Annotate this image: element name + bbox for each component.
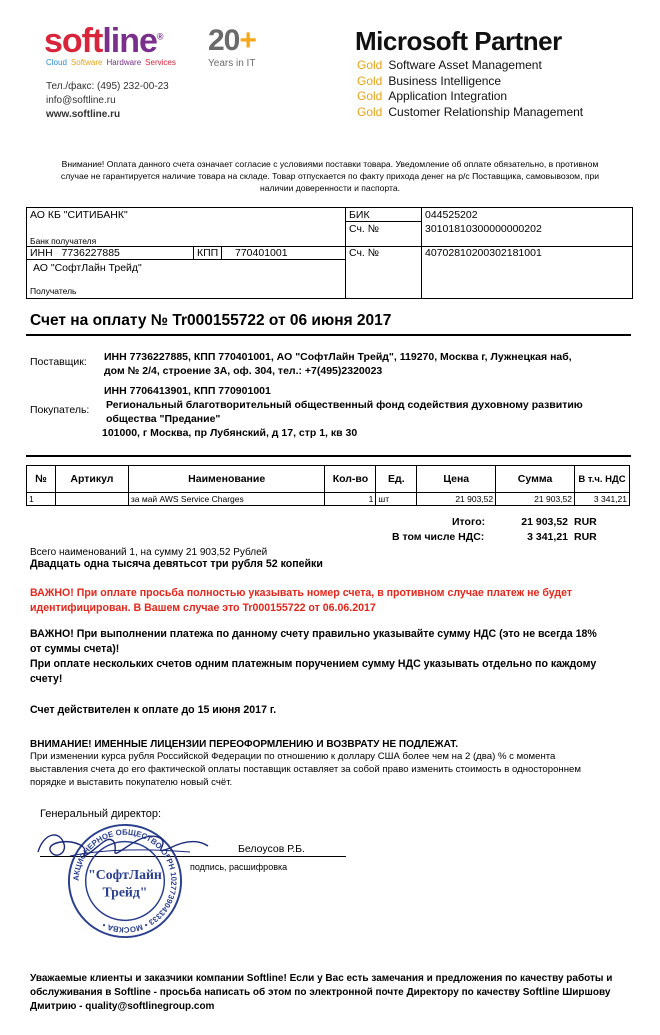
stamp-center-line: "СофтЛайн (88, 867, 162, 883)
buyer-info (104, 384, 583, 440)
competency-item (357, 58, 583, 74)
signature-caption: подпись, расшифровка (190, 862, 288, 872)
parties-divider (26, 455, 631, 457)
kpp-label: КПП (197, 247, 219, 259)
contacts (46, 80, 169, 122)
quality-footer (30, 972, 612, 1014)
cell-article (55, 493, 128, 506)
payment-notice: Внимание! Оплата данного счета означает согласие с условиями поставки товара. Уведомление об оплате обязательно, в противном случае не гарантируется наличие товара на складе. Товар отпускается по факту прихода денег на р/с Поставщика, самовывозом, при наличии доверенности и паспорта. (60, 159, 600, 193)
total-label: Итого: (452, 516, 486, 528)
footer-line: Дмитрию - quality@softlinegroup.com (30, 1001, 215, 1012)
tag-software: Software (70, 58, 103, 67)
important-line: от суммы счета)! (30, 643, 120, 655)
bank-details-table (26, 207, 633, 299)
competency-item (357, 105, 583, 121)
competency-name: Business Intelligence (388, 73, 502, 88)
account-value: 40702810200302181001 (425, 247, 542, 259)
cell-sum: 21 903,52 (496, 493, 575, 506)
col-name: Наименование (128, 466, 325, 493)
amount-in-words: Двадцать одна тысяча девятьсот три рубля 52 копейки (30, 558, 323, 570)
items-table (26, 465, 630, 506)
cell-unit: шт (376, 493, 417, 506)
logo-soft: soft (44, 22, 103, 60)
recipient-name: АО "СофтЛайн Трейд" (33, 262, 142, 274)
important-line: ВАЖНО! При оплате просьба полностью указывать номер счета, в противном случае платеж не будет (30, 587, 573, 599)
supplier-label: Поставщик: (30, 356, 87, 368)
softline-logo (44, 22, 163, 61)
inn-value: 7736227885 (61, 247, 120, 259)
vat-label: В том числе НДС: (392, 531, 485, 543)
important-line: счету! (30, 673, 63, 685)
licenses-line: При изменении курса рубля Российской Федерации по отношению к доллару США более чем на 2 (два) % с момента (30, 751, 556, 762)
competency-level: Gold (357, 104, 383, 119)
kpp-value: 770401001 (235, 247, 288, 259)
logo-tagline (46, 58, 180, 67)
bik-value: 044525202 (425, 209, 478, 221)
competency-level: Gold (357, 58, 383, 72)
buyer-line: Региональный благотворительный общественный фонд содействия духовному развитию (106, 399, 583, 411)
cell-vat: 3 341,21 (575, 493, 630, 506)
logo-line: line (102, 22, 157, 60)
competency-list (357, 58, 583, 120)
director-name: Белоусов Р.Б. (238, 843, 305, 855)
important-line: При оплате нескольких счетов одним платежным поручением сумму НДС указывать отдельно по каждому (30, 658, 597, 670)
footer-line: Уважаемые клиенты и заказчики компании Softline! Если у Вас есть замечания и предложения по качеству работы и (30, 973, 613, 984)
table-header-row (27, 466, 630, 493)
website: www.softline.ru (46, 109, 121, 120)
competency-name: Software Asset Management (388, 58, 542, 72)
col-sum: Сумма (496, 466, 575, 493)
years-label: Years in IT (208, 58, 256, 69)
competency-name: Customer Relationship Management (388, 104, 584, 119)
total-value: 21 903,52 (521, 516, 568, 528)
licenses-title: ВНИМАНИЕ! ИМЕННЫЕ ЛИЦЕНЗИИ ПЕРЕОФОРМЛЕНИЮ И ВОЗВРАТУ НЕ ПОДЛЕЖАТ. (30, 739, 459, 750)
email: info@softline.ru (46, 95, 116, 106)
account-label: Сч. № (349, 247, 380, 259)
partner-title: Microsoft Partner (355, 26, 562, 56)
handwritten-signature (30, 820, 230, 870)
tag-services: Services (145, 58, 176, 67)
licenses-text (30, 750, 581, 789)
cell-name: за май AWS Service Charges (128, 493, 325, 506)
tag-cloud: Cloud (46, 58, 67, 67)
col-article: Артикул (55, 466, 128, 493)
bank-name: АО КБ "СИТИБАНК" (30, 209, 128, 221)
competency-name: Application Integration (388, 89, 508, 103)
buyer-label: Покупатель: (30, 404, 90, 416)
supplier-line: дом № 2/4, строение 3А, оф. 304, тел.: +7(495)2320023 (104, 365, 383, 377)
important-line: ВАЖНО! При выполнении платежа по данному счету правильно указывайте сумму НДС (это не всегда 18% (30, 628, 597, 640)
bik-label: БИК (349, 209, 370, 221)
director-role: Генеральный директор: (40, 808, 162, 820)
competency-level: Gold (357, 89, 383, 103)
years-logo (208, 24, 256, 58)
licenses-line: порядке и выставить покупателю новый счёт. (30, 777, 233, 788)
col-number: № (27, 466, 56, 493)
supplier-line: ИНН 7736227885, КПП 770401001, АО "СофтЛайн Трейд", 119270, Москва г, Лужнецкая наб, (104, 351, 572, 363)
col-price: Цена (417, 466, 496, 493)
total-currency: RUR (574, 516, 597, 528)
col-unit: Ед. (376, 466, 417, 493)
buyer-line: ИНН 7706413901, КПП 770901001 (104, 385, 271, 397)
invoice-title: Счет на оплату № Tr000155722 от 06 июня 2017 (30, 312, 392, 329)
col-qty: Кол-во (325, 466, 376, 493)
buyer-line: общества "Предание" (106, 413, 221, 425)
cell-qty: 1 (325, 493, 376, 506)
vat-value: 3 341,21 (527, 531, 568, 543)
footer-line: обслуживания в Softline - просьба написать об этом по электронной почте Директору по качеству Softline Ширшову (30, 987, 611, 998)
validity-date: Счет действителен к оплате до 15 июня 2017 г. (30, 704, 277, 716)
bank-label: Банк получателя (30, 236, 97, 246)
licenses-line: выставления счета до его фактической оплаты поставщик оставляет за собой право изменить стоимость в одностороннем (30, 764, 581, 775)
corr-account-label: Сч. № (349, 223, 380, 235)
items-summary: Всего наименований 1, на сумму 21 903,52 Рублей (30, 547, 268, 558)
years-number: 20 (208, 24, 240, 57)
inn-label: ИНН (30, 247, 53, 259)
cell-number: 1 (27, 493, 56, 506)
inn-cell (30, 247, 120, 259)
important-invoice-number (30, 586, 572, 616)
supplier-info (104, 350, 572, 378)
competency-item (357, 89, 583, 105)
important-line: идентифицирован. В Вашем случае это Tr000155722 от 06.06.2017 (30, 602, 376, 614)
phone: Тел./факс: (495) 232-00-23 (46, 81, 169, 92)
stamp-center-line: Трейд" (102, 884, 148, 900)
title-divider (26, 334, 631, 336)
competency-level: Gold (357, 73, 383, 88)
cell-price: 21 903,52 (417, 493, 496, 506)
important-vat (30, 627, 597, 687)
buyer-line: 101000, г Москва, пр Лубянский, д 17, стр 1, кв 30 (102, 427, 358, 439)
tag-hardware: Hardware (106, 58, 142, 67)
vat-currency: RUR (574, 531, 597, 543)
col-vat: В т.ч. НДС (575, 466, 630, 493)
logo-reg: ® (156, 31, 163, 42)
corr-account-value: 30101810300000000202 (425, 223, 542, 235)
competency-item (357, 74, 583, 90)
recipient-label: Получатель (30, 286, 77, 296)
years-plus: + (239, 24, 256, 57)
table-row (27, 493, 630, 506)
stamp-ring-text: АКЦИОНЕРНОЕ ОБЩЕСТВО ОГРН 1027739043333 • МОСКВА • (71, 827, 179, 935)
